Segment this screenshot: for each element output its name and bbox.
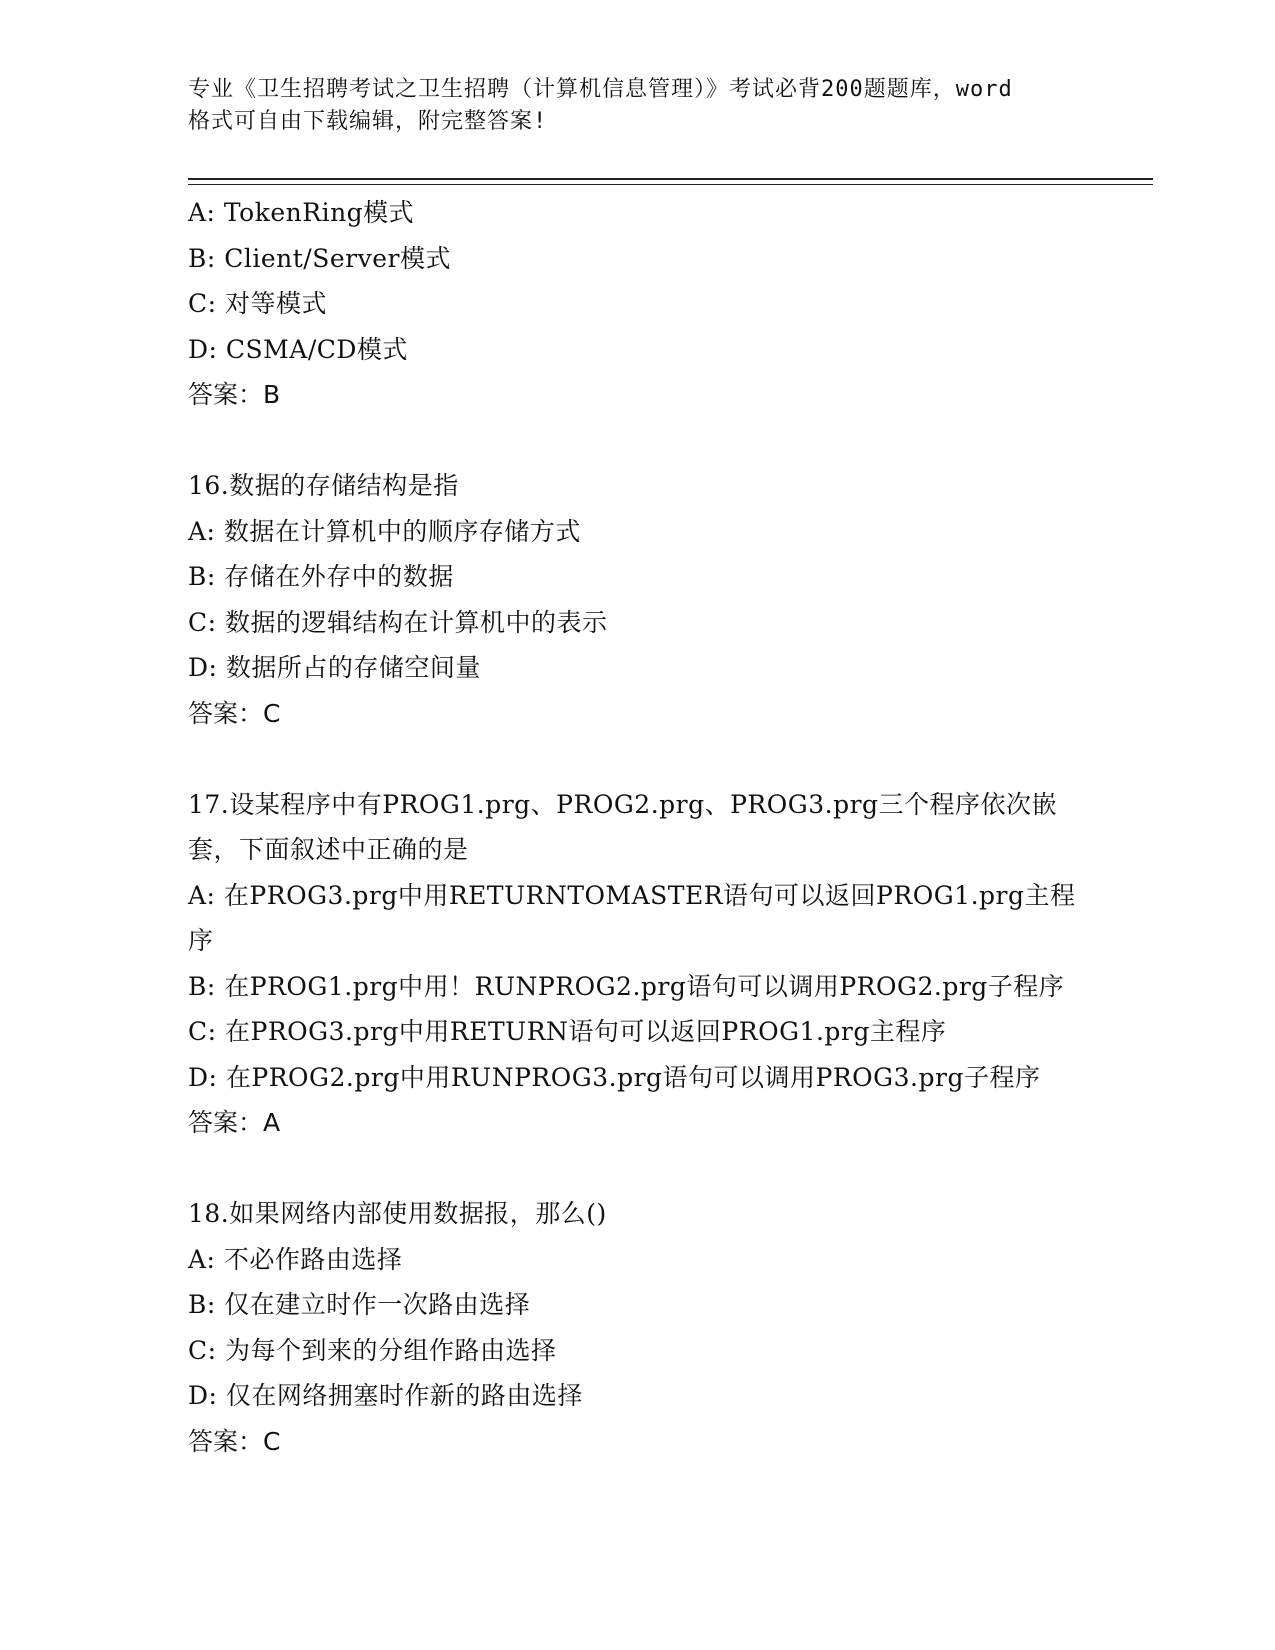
option-a: A: 数据在计算机中的顺序存储方式 [188,516,581,546]
question-text: 18.如果网络内部使用数据报，那么() [188,1199,607,1228]
option-d: D: CSMA/CD模式 [188,334,408,364]
question-17 [188,782,1088,1146]
option-b: B: 仅在建立时作一次路由选择 [188,1290,531,1319]
option-a-line-2: 序 [188,926,214,955]
document-header [188,74,1088,138]
option-c: C: 为每个到来的分组作路由选择 [188,1335,557,1365]
question-18 [188,1191,1088,1464]
option-c: C: 在PROG3.prg中用RETURN语句可以返回PROG1.prg主程序 [188,1017,947,1046]
answer-label: 答案：A [188,1108,281,1137]
answer-label: 答案：B [188,380,281,409]
option-b: B: 存储在外存中的数据 [188,562,454,591]
option-c: C: 对等模式 [188,289,327,318]
question-list [188,190,1088,1464]
question-text: 16.数据的存储结构是指 [188,471,459,500]
answer-label: 答案：C [188,698,281,728]
question-text-line-2: 套，下面叙述中正确的是 [188,835,469,864]
header-divider [188,178,1153,185]
question-16 [188,463,1088,736]
option-d: D: 仅在网络拥塞时作新的路由选择 [188,1381,583,1410]
spacer [188,418,1088,464]
option-a: A: TokenRing模式 [188,198,415,227]
answer-label: 答案：C [188,1426,281,1456]
option-a-line-1: A: 在PROG3.prg中用RETURNTOMASTER语句可以返回PROG1.prg主程 [188,880,1076,910]
header-title-line-1: 专业《卫生招聘考试之卫生招聘（计算机信息管理）》考试必背200题题库，word [188,77,1013,102]
option-a: A: 不必作路由选择 [188,1244,403,1274]
option-c: C: 数据的逻辑结构在计算机中的表示 [188,607,608,637]
question-text-line-1: 17.设某程序中有PROG1.prg、PROG2.prg、PROG3.prg三个程序依次嵌 [188,789,1058,819]
option-d: D: 数据所占的存储空间量 [188,653,481,682]
option-b: B: 在PROG1.prg中用！RUNPROG2.prg语句可以调用PROG2.prg子程序 [188,971,1065,1001]
option-d: D: 在PROG2.prg中用RUNPROG3.prg语句可以调用PROG3.prg子程序 [188,1062,1041,1092]
header-title-line-2: 格式可自由下载编辑，附完整答案! [188,109,548,134]
spacer [188,736,1088,782]
question-15 [188,190,1088,418]
option-b: B: Client/Server模式 [188,243,451,273]
spacer [188,1146,1088,1192]
